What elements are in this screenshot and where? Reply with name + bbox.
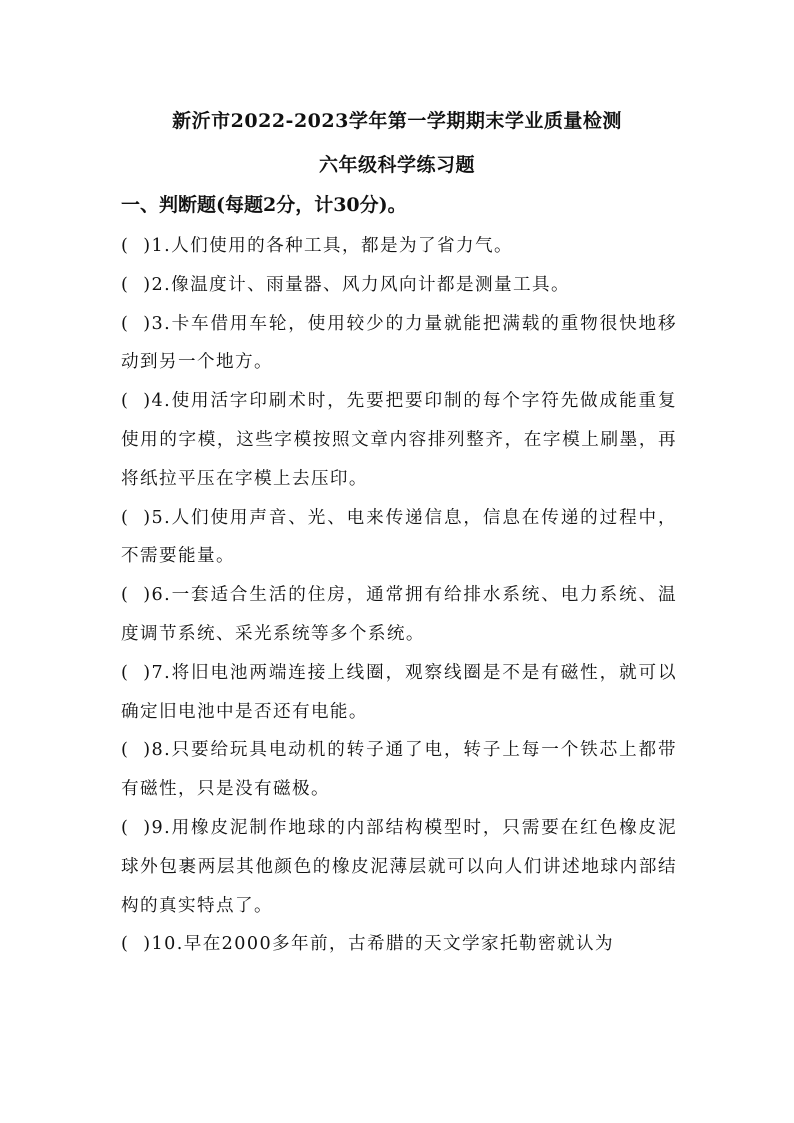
question-item xyxy=(121,654,677,732)
section-heading: 一、判断题(每题2分，计30分)。 xyxy=(121,194,407,216)
answer-blank[interactable]: ( ) xyxy=(121,585,152,606)
question-text: 3.卡车借用车轮，使用较少的力量就能把满载的重物很快地移动到另一个地方。 xyxy=(121,313,677,373)
answer-blank[interactable]: ( ) xyxy=(121,391,152,412)
question-item xyxy=(121,382,677,498)
question-text: 1.人们使用的各种工具，都是为了省力气。 xyxy=(151,236,513,256)
answer-blank[interactable]: ( ) xyxy=(121,817,152,838)
answer-blank[interactable]: ( ) xyxy=(121,934,152,955)
question-text: 8.只要给玩具电动机的转子通了电，转子上每一个铁芯上都带有磁性，只是没有磁极。 xyxy=(121,740,677,800)
document-title: 新沂市2022-2023学年第一学期期末学业质量检测 xyxy=(172,110,622,132)
question-text: 6.一套适合生活的住房，通常拥有给排水系统、电力系统、温度调节系统、采光系统等多个系统。 xyxy=(121,585,677,644)
question-item xyxy=(121,731,677,809)
question-item xyxy=(121,305,677,383)
question-list xyxy=(121,227,677,964)
question-text: 5.人们使用声音、光、电来传递信息，信息在传递的过程中，不需要能量。 xyxy=(121,507,677,567)
answer-blank[interactable]: ( ) xyxy=(121,313,152,334)
document-subtitle: 六年级科学练习题 xyxy=(318,154,475,176)
question-text: 9.用橡皮泥制作地球的内部结构模型时，只需要在红色橡皮泥球外包裹两层其他颜色的橡皮泥薄层就可以向人们讲述地球内部结构的真实特点了。 xyxy=(121,817,677,916)
question-text: 10.早在2000多年前，古希腊的天文学家托勒密就认为 xyxy=(151,934,614,955)
question-item xyxy=(121,925,677,964)
question-item xyxy=(121,499,677,577)
question-text: 7.将旧电池两端连接上线圈，观察线圈是不是有磁性，就可以确定旧电池中是否还有电能。 xyxy=(121,662,677,722)
question-item xyxy=(121,809,677,925)
question-text: 2.像温度计、雨量器、风力风向计都是测量工具。 xyxy=(151,274,570,295)
question-item xyxy=(121,266,677,305)
answer-blank[interactable]: ( ) xyxy=(121,740,152,761)
answer-blank[interactable]: ( ) xyxy=(121,662,152,683)
answer-blank[interactable]: ( ) xyxy=(121,507,152,528)
question-text: 4.使用活字印刷术时，先要把要印制的每个字符先做成能重复使用的字模，这些字模按照文章内容排列整齐，在字模上刷墨，再将纸拉平压在字模上去压印。 xyxy=(121,391,677,489)
answer-blank[interactable]: ( ) xyxy=(121,236,152,256)
question-item xyxy=(121,576,677,654)
question-item xyxy=(121,227,677,266)
answer-blank[interactable]: ( ) xyxy=(121,274,152,295)
